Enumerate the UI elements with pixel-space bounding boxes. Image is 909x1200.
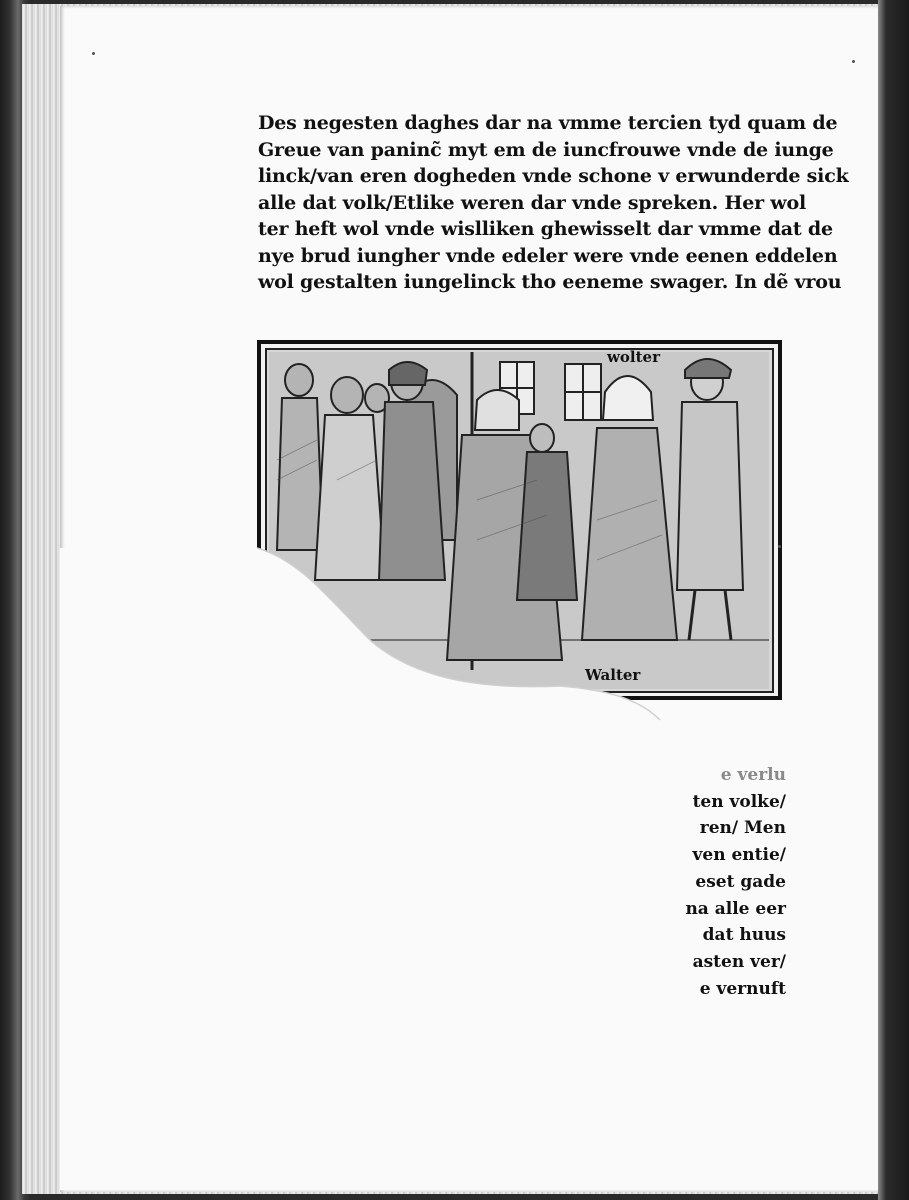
fragment-text-column — [676, 762, 786, 1002]
woodcut-label-top: wolter — [607, 348, 660, 366]
fragment-line: e verlu — [720, 765, 786, 785]
fragment-line: asten ver/ — [692, 951, 786, 972]
text-line: wol gestalten iungelinck tho eeneme swager. In dẽ vrou — [258, 271, 842, 293]
text-line: alle dat volk/Etlike weren dar vnde spreken. Her wol — [258, 191, 806, 214]
scan-speck — [92, 52, 95, 55]
text-line: ter heft wol vnde wislliken ghewisselt dar vmme dat de — [258, 218, 833, 240]
fragment-line: na alle eer — [685, 898, 786, 919]
fragment-line: dat huus — [702, 925, 786, 946]
text-line: Des negesten daghes dar na vmme tercien tyd quam de — [258, 112, 838, 134]
fragment-line: e vernuft — [699, 978, 786, 999]
fragment-line: ren/ Men — [699, 818, 786, 839]
text-line: nye brud iungher vnde edeler were vnde eenen eddelen — [258, 244, 838, 267]
text-line: Greue van paninc̃ myt em de iuncfrouwe vnde de iunge — [258, 138, 834, 161]
text-line: linck/van eren dogheden vnde schone v erwunderde sick — [258, 165, 849, 187]
fragment-line: ten volke/ — [692, 791, 786, 812]
fragment-line: ven entie/ — [692, 845, 786, 866]
scan-speck — [852, 60, 855, 63]
fragment-line: eset gade — [695, 871, 786, 892]
scan-speck — [778, 545, 781, 548]
woodcut-label-bottom: Walter — [585, 666, 641, 684]
